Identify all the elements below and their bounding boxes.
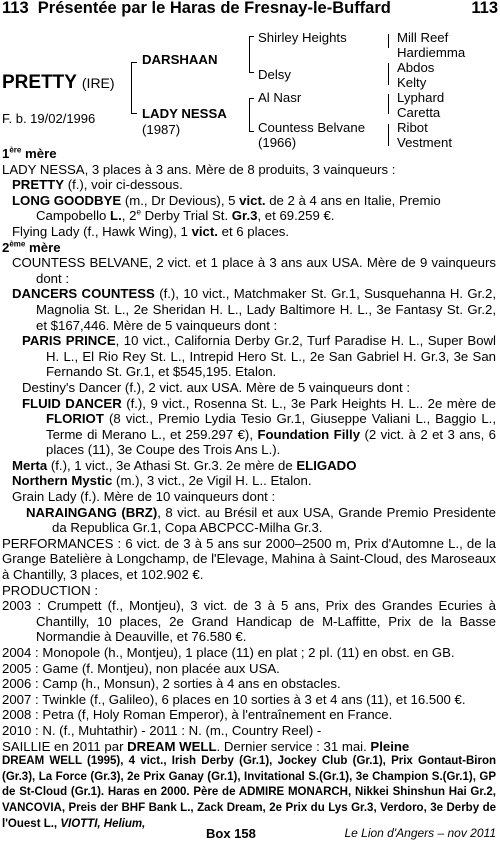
production-heading: PRODUCTION : <box>2 582 98 598</box>
performances: PERFORMANCES : 6 vict. de 3 à 5 ans sur 2000–2500 m, Prix d'Automne L., de la Grange Batelière à Longchamp, de l'Elevage, Mahina à Saint-Cloud, des Maroseaux à Chantilly, 3 places, et 102.902 €. <box>2 535 496 583</box>
ggs-6: Caretta <box>397 105 441 120</box>
ggs-4: Kelty <box>397 75 427 90</box>
prod-2006: 2006 : Camp (h., Monsun), 2 sorties à 4 ans en obstacles. <box>2 676 341 692</box>
prod-2008: 2008 : Petra (f, Holy Roman Emperor), à l'entraînement en France. <box>2 707 393 723</box>
header-title-left: 113 Présentée par le Haras de Fresnay-le-Buffard <box>2 0 391 17</box>
ggs-3: Abdos <box>397 60 435 75</box>
prod-2005: 2005 : Game (f. Montjeu), non placée aux USA. <box>2 660 280 676</box>
prod-2004: 2004 : Monopole (h., Montjeu), 1 place (11) en plat ; 2 pl. (11) en obst. en GB. <box>2 645 455 660</box>
fluid-dancer: FLUID DANCER (f.), 9 vict., Rosenna St. L., 3e Park Heights H. L.. 2e mère de FLORIOT (8 vict., Premio Lydia Tesio Gr.1, Giuseppe Valiani L., Baggio L., Terme di Merano L., et 259.297 €), Foundation Filly (2 vict. à 2 et 3 ans, 6 places (11), 3e Coupe des Trois Ans L.). <box>22 395 497 458</box>
header-number-right: 113 <box>471 0 498 17</box>
ggs-8: Vestment <box>397 135 452 150</box>
dream-well-record: DREAM WELL (1995), 4 vict., Irish Derby (Gr.1), Jockey Club (Gr.1), Prix Gontaut-Biron (Gr.3), La Force (Gr.3), 2e Prix Ganay (Gr.1), Invitational S.(Gr.1), 3e Champion S.(Gr.1), GP de St-Cloud (Gr.1). Haras en 2000. Père de ADMIRE MONARCH, Nikkei Shinshun Hai Gr.2, VANCOVIA, Preis der BHF Bank L., Zack Dream, 2e Prix du Lys Gr.3, Verdoro, 3e Derby de l'Ouest L., VIOTTI, Helium, <box>2 755 496 830</box>
northern-mystic: Northern Mystic (m.), 3 vict., 2e Vigil H. L.. Etalon. <box>12 473 312 489</box>
horse-name: PRETTY (IRE) <box>2 72 115 93</box>
saillie: SAILLIE en 2011 par DREAM WELL. Dernier service : 31 mai. Pleine <box>2 738 410 754</box>
first-dam-heading: 1ère mère <box>2 145 57 161</box>
pedigree-bracket <box>131 62 132 114</box>
gs-4: Countess Belvane <box>258 120 366 135</box>
paris-prince: PARIS PRINCE, 10 vict., California Derby Gr.2, Turf Paradise H. L., Super Bowl H. L., El Rio Rey St. L., Intrepid Hero St. L., 2e San Gabriel H. Gr.3, 3e San Fernando St. Gr.1, et $545,195. Etalon. <box>22 333 496 380</box>
ggs-5: Lyphard <box>397 90 445 105</box>
footer-box: Box 158 <box>206 826 256 841</box>
ggs-1: Mill Reef <box>397 30 449 45</box>
dam: LADY NESSA <box>142 106 227 121</box>
gs-5: (1966) <box>258 135 297 150</box>
second-dam-heading: 2ème mère <box>2 239 61 255</box>
ggs-2: Hardiemma <box>397 45 466 60</box>
gs-2: Delsy <box>258 67 291 82</box>
dancers-countess: DANCERS COUNTESS (f.), 10 vict., Matchmaker St. Gr.1, Susquehanna H. Gr.2, Magnolia St. L., 2e Sheridan H. L., Lady Baltimore H. L., 3e Fantasy St. Gr.2, et $167,446. Mère de 5 vainqueurs dont : <box>12 286 496 333</box>
grain-lady: Grain Lady (f.). Mère de 10 vainqueurs dont : <box>12 489 276 505</box>
gs-3: Al Nasr <box>258 90 302 105</box>
naraingang: NARAINGANG (BRZ), 8 vict. au Brésil et aux USA, Grande Premio Presidente da Republica Gr.1, Copa ABCPCC-Milha Gr.3. <box>26 504 496 536</box>
destinys-dancer: Destiny's Dancer (f.), 2 vict. aux USA. Mère de 5 vainqueurs dont : <box>22 379 411 395</box>
prod-2010: 2010 : N. (f., Muhtathir) - 2011 : N. (m., Country Reel) - <box>2 722 322 738</box>
sire: DARSHAAN <box>142 52 218 67</box>
prod-2003: 2003 : Crumpett (f., Montjeu), 3 vict. de 3 à 5 ans, Prix des Grandes Ecuries à Chantilly, 10 places, 2e Grand Handicap de M-Laffitte, Prix de la Basse Normandie à Deauville, et 76.580 €. <box>2 598 496 645</box>
merta: Merta (f.), 1 vict., 3e Athasi St. Gr.3. 2e mère de ELIGADO <box>12 457 357 473</box>
first-dam-line: LADY NESSA, 3 places à 3 ans. Mère de 8 produits, 3 vainqueurs : <box>2 161 396 177</box>
footer-place: Le Lion d'Angers – nov 2011 <box>344 826 496 840</box>
main-text: 1ère mère LADY NESSA, 3 places à 3 ans. Mère de 8 produits, 3 vainqueurs : PRETTY (f.), voir ci-dessous. LONG GOODBYE (m., Dr Devious), 5 vict. de 2 à 4 ans en Italie, Premio Campobello L., 2e Derby Trial St. Gr.3, et 69.259 €. Flying Lady (f., Hawk Wing), 1 vict. et 6 places. 2ème mère COUNTESS BELVANE, 2 vict. et 1 place à 3 ans aux USA. Mère de 9 vainqueurs dont : DANCERS COUNTESS (f.), 10 vict., Matchmaker St. Gr.1, Susquehanna H. Gr.2, Magnolia St. L., 2e Sheridan H. L., Lady Baltimore H. L., 3e Fantasy St. Gr.2, et $167,446. Mère de 5 vainqueurs dont : PARIS PRINCE, 10 vict., California Derby Gr.2, Turf Paradise H. L., Super Bowl H. L., El Rio Rey St. L., Intrepid Hero St. L., 2e San Gabriel H. Gr.3, 3e San Fernando St. Gr.1, et $545,195. Etalon. Destiny's Dancer (f.), 2 vict. aux USA. Mère de 5 vainqueurs dont : FLUID DANCER (f.), 9 vict., Rosenna St. L., 3e Park Heights H. L.. 2e mère de FLORIOT (8 vict., Premio Lydia Tesio Gr.1, Giuseppe Valiani L., Baggio L., Terme di Merano L., et 259.297 €), Foundation Filly (2 vict. à 2 et 3 ans, 6 places (11), 3e Coupe des Trois Ans L.). Merta (f.), 1 vict., 3e Athasi St. Gr.3. 2e mère de ELIGADO Northern Mystic (m.), 3 vict., 2e Vigil H. L.. Etalon. Grain Lady (f.). Mère de 10 vainqueurs dont : NARAINGANG (BRZ), 8 vict. au Brésil et aux USA, Grande Premio Presidente da Republica Gr.1, Copa ABCPCC-Milha Gr.3. PERFORMANCES : 6 vict. de 3 à 5 ans sur 2000–2500 m, Prix d'Automne L., de la Grange Batelière à Longchamp, de l'Elevage, Mahina à Saint-Cloud, des Maroseaux à Chantilly, 3 places, et 102.902 €. PRODUCTION : 2003 : Crumpett (f., Montjeu), 3 vict. de 3 à 5 ans, Prix des Grandes Ecuries à Chantilly, 10 places, 2e Grand Handicap de M-Laffitte, Prix de la Basse Normandie à Deauville, et 76.580 €. 2004 : Monopole (h., Montjeu), 1 place (11) en plat ; 2 pl. (11) en obst. en GB. 2005 : Game (f. Montjeu), non placée aux USA. 2006 : Camp (h., Monsun), 2 sorties à 4 ans en obstacles. 2007 : Twinkle (f., Galileo), 6 places en 10 sorties à 3 et 4 ans (11), et 16.500 €. 2008 : Petra (f, Holy Roman Emperor), à l'entraînement en France. 2010 : N. (f., Muhtathir) - 2011 : N. (m., Country Reel) - SAILLIE en 2011 par DREAM WELL. Dernier service : 31 mai. Pleine DREAM WELL (1995), 4 vict., Irish Derby (Gr.1), Jockey Club (Gr.1), Prix Gontaut-Biron (Gr.3), La Force (Gr.3), 2e Prix Ganay (Gr.1), Invitational S.(Gr.1), 3e Champion S.(Gr.1), GP de St-Cloud (Gr.1). Haras en 2000. Père de ADMIRE MONARCH, Nikkei Shinshun Hai Gr.2, VANCOVIA, Preis der BHF Bank L., Zack Dream, 2e Prix du Lys Gr.3, Verdoro, 3e Derby de l'Ouest L., VIOTTI, Helium, <box>2 146 496 832</box>
gs-1: Shirley Heights <box>258 30 347 45</box>
prod-2007: 2007 : Twinkle (f., Galileo), 6 places en 10 sorties à 3 et 4 ans (11), et 16.500 €. <box>2 691 466 707</box>
dam-year: (1987) <box>142 122 181 137</box>
long-goodbye: LONG GOODBYE (m., Dr Devious), 5 vict. de 2 à 4 ans en Italie, Premio Campobello L., 2e Derby Trial St. Gr.3, et 69.259 €. <box>12 192 441 224</box>
second-dam-line: COUNTESS BELVANE, 2 vict. et 1 place à 3 ans aux USA. Mère de 9 vainqueurs dont : <box>12 255 496 286</box>
horse-info: F. b. 19/02/1996 <box>2 111 96 126</box>
ggs-7: Ribot <box>397 120 428 135</box>
